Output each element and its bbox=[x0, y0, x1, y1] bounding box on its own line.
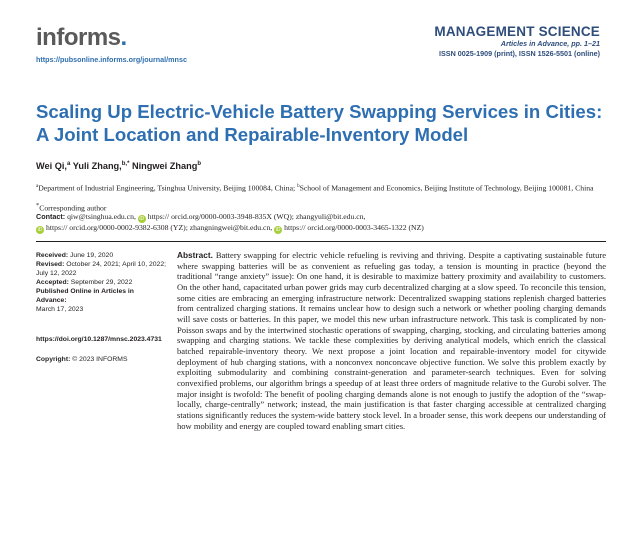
title-line-1: Scaling Up Electric-Vehicle Battery Swapping Services in Cities: bbox=[36, 101, 603, 122]
received-label: Received: bbox=[36, 252, 69, 259]
orcid-link[interactable]: https:// orcid.org/0000-0003-3948-835X (WQ); zhangyuli@bit.edu.cn, bbox=[147, 212, 366, 221]
affiliations bbox=[36, 182, 606, 193]
author-name: Yuli Zhang, bbox=[72, 161, 122, 172]
abstract-text: Battery swapping for electric vehicle refueling is reviving and thriving. Despite a captivating sustainable future where swapping batteries will be as convenient as refueling gas today, a tension is mounting in practice (beyond the traditional “range anxiety” issue): On one hand, it is desirable to maximize battery proximity and availability to customers. On the other hand, capacitated urban power grids may curb decentralized charging at a slow speed. To reconcile this tension, some cities are embracing an emerging infrastructure network: Decentralized swapping stations replenish charged batteries from centralized charging stations. It remains unclear how to design such a network or whether pooling charging demands will save costs or batteries. In this paper, we model this new urban infrastructure network. This task is complicated by non-Poisson swaps and by the intertwined stochastic operations of swapping, charging, stocking, and circulating batteries among swapping and charging stations. We tackle these complexities by deriving analytical models, which enrich the classical batched repairable-inventory theory. We next propose a joint location and repairable-inventory model for citywide deployment of hub charging stations, with a nonconvex nonconcave objective function. We solve this problem exactly by exploiting submodularity and combining constraint-generation and parameter-search techniques. Even for solving convexified problems, our algorithm brings a speedup of at least three orders of magnitude relative to the Gurobi solver. The major insight is twofold: The benefit of pooling charging demands alone is not enough to justify the adoption of the “swap-locally, charge-centrally” network; instead, the main justification is that faster charging accessible at centralized charging stations significantly reduces the system-wide battery stock level. In a broader sense, this work deepens our understanding of how mobility and energy are coupled toward enabling smart cities. bbox=[177, 250, 607, 431]
contact-label: Contact: bbox=[36, 212, 66, 221]
affil-mark: b bbox=[297, 184, 300, 189]
orcid-icon: iD bbox=[37, 227, 43, 233]
journal-name: MANAGEMENT SCIENCE bbox=[434, 24, 600, 39]
published-label: Published Online in Articles in Advance: bbox=[36, 288, 134, 304]
accepted-label: Accepted: bbox=[36, 279, 69, 286]
affil-mark: a bbox=[36, 184, 39, 189]
email-link[interactable]: qiw@tsinghua.edu.cn, bbox=[67, 212, 136, 221]
orcid-link[interactable]: https:// orcid.org/0000-0003-3465-1322 (NZ) bbox=[284, 223, 424, 232]
advance-line: Articles in Advance, pp. 1–21 bbox=[500, 39, 600, 48]
orcid-icon: iD bbox=[275, 227, 281, 233]
author-affil-mark: a bbox=[66, 161, 71, 167]
author-affil-mark: b bbox=[197, 161, 201, 167]
author-affil-mark: b,* bbox=[121, 161, 130, 167]
received-date: June 19, 2020 bbox=[70, 252, 114, 259]
copyright-label: Copyright: bbox=[36, 356, 71, 363]
abstract-label: Abstract. bbox=[177, 250, 213, 260]
section-divider bbox=[36, 241, 606, 242]
issn-line: ISSN 0025-1909 (print), ISSN 1526-5501 (online) bbox=[439, 49, 600, 58]
corresponding-mark: * bbox=[36, 202, 40, 209]
paper-title bbox=[36, 100, 606, 146]
published-date: March 17, 2023 bbox=[36, 306, 84, 313]
logo-dot: . bbox=[120, 24, 127, 51]
corresponding-note bbox=[36, 202, 106, 213]
accepted-date: September 29, 2022 bbox=[70, 279, 133, 286]
journal-url-link[interactable]: https://pubsonline.informs.org/journal/mnsc bbox=[36, 55, 187, 64]
orcid-link[interactable]: https:// orcid.org/0000-0002-9382-6308 (YZ); zhangningwei@bit.edu.cn, bbox=[46, 223, 273, 232]
corresponding-text: Corresponding author bbox=[39, 203, 107, 213]
author-list bbox=[36, 161, 201, 171]
informs-logo[interactable] bbox=[36, 26, 127, 50]
author-name: Wei Qi, bbox=[36, 161, 67, 172]
affiliation-b: School of Management and Economics, Beijing Institute of Technology, Beijing 100081, China bbox=[299, 183, 594, 193]
copyright-text: © 2023 INFORMS bbox=[72, 356, 128, 363]
affiliation-a: Department of Industrial Engineering, Tsinghua University, Beijing 100084, China; bbox=[38, 183, 296, 193]
article-history bbox=[36, 251, 166, 314]
revised-dates: October 24, 2021; April 10, 2022; July 12, 2022 bbox=[36, 261, 166, 277]
journal-header bbox=[434, 24, 600, 59]
copyright-note bbox=[36, 356, 128, 363]
revised-label: Revised: bbox=[36, 261, 65, 268]
author-name: Ningwei Zhang bbox=[131, 161, 198, 172]
doi-link[interactable]: https://doi.org/10.1287/mnsc.2023.4731 bbox=[36, 336, 162, 343]
orcid-icon: iD bbox=[139, 216, 145, 222]
abstract-block bbox=[177, 250, 606, 431]
logo-text: informs bbox=[36, 24, 121, 51]
contact-block bbox=[36, 212, 616, 234]
title-line-2: A Joint Location and Repairable-Inventory Model bbox=[36, 124, 469, 145]
